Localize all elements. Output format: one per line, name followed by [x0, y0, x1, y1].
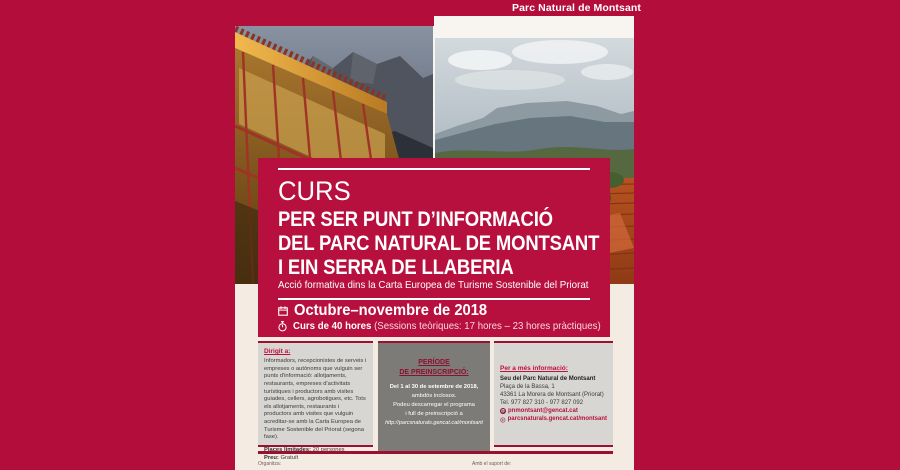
- course-title-block: [258, 158, 610, 337]
- globe-icon: [500, 417, 506, 423]
- enrollment-download-1: Podeu descarregar el programa: [393, 402, 475, 409]
- at-sign-icon: @: [500, 408, 506, 414]
- poster-top-strip: [434, 16, 634, 38]
- contact-email[interactable]: pnmontsant@gencat.cat: [508, 408, 578, 415]
- organizer-label: Organitza:: [258, 461, 282, 467]
- course-subtitle: Acció formativa dins la Carta Europea de Turisme Sostenible del Priorat: [278, 279, 589, 291]
- contact-heading: Per a més informació:: [500, 365, 568, 372]
- calendar-icon: [278, 306, 288, 316]
- course-kicker: CURS: [278, 176, 351, 206]
- course-duration-row: [278, 320, 627, 332]
- enrollment-heading-line-1: PERÍODE: [418, 359, 450, 366]
- course-title-line-3: I EIN SERRA DE LLABERIA: [278, 256, 514, 279]
- enrollment-heading: [382, 358, 486, 378]
- enrollment-download-2: i full de preinscripció a: [405, 411, 463, 418]
- park-name-banner: Parc Natural de Montsant: [512, 2, 642, 14]
- course-title-line-1: PER SER PUNT D’INFORMACIÓ: [278, 208, 553, 231]
- course-dates: Octubre–novembre de 2018: [294, 302, 488, 319]
- enrollment-dates: Del 1 al 30 de setembre de 2018,: [389, 384, 479, 391]
- price-value: Gratuït: [280, 455, 299, 462]
- contact-website[interactable]: parcsnaturals.gencat.cat/montsant: [507, 416, 607, 423]
- price-label: Preu:: [264, 455, 279, 462]
- course-duration: [293, 320, 601, 332]
- stopwatch-icon: [278, 321, 287, 332]
- course-duration-hours: Curs de 40 hores: [293, 320, 372, 332]
- support-label: Amb el suport de:: [472, 461, 512, 467]
- audience-heading: Dirigit a:: [264, 348, 291, 355]
- contact-column: [494, 341, 613, 447]
- enrollment-heading-line-2: DE PREINSCRIPCIÓ:: [399, 369, 469, 377]
- course-dates-row: [278, 302, 504, 320]
- contact-phone: Tel. 977 827 310 - 977 827 092: [500, 400, 584, 407]
- audience-column: [258, 341, 373, 462]
- course-duration-detail: (Sessions teòriques: 17 hores – 23 hores pràctiques): [374, 320, 601, 332]
- audience-body: Informadors, recepcionistes de serveis i empreses o autònoms que vulguin ser punts d'informació: allotjaments, restaurants, empreses d'activitats turístiques i productors amb visites guiades, cellers, agrobotigues, etc. Tots els allotjaments, restaurants i productors amb visites que vulguin acreditar-se amb la Carta Europea de Turisme Sostenible del Priorat (segona fase).: [264, 358, 367, 441]
- enrollment-url[interactable]: http://parcsnaturals.gencat.cat/montsant: [385, 420, 483, 427]
- enrollment-column: [378, 341, 490, 452]
- contact-website-line[interactable]: [500, 415, 607, 423]
- course-title: [278, 208, 599, 280]
- contact-address-1: Plaça de la Bassa, 1: [500, 384, 555, 391]
- contact-address-2: 43361 La Morera de Montsant (Priorat): [500, 392, 604, 399]
- contact-org: Seu del Parc Natural de Montsant: [500, 376, 596, 382]
- bottom-rule: [258, 451, 613, 454]
- top-divider-line: [278, 168, 590, 170]
- mid-divider-line: [278, 298, 590, 300]
- contact-email-line[interactable]: [500, 407, 607, 415]
- enrollment-dates-note: ambdós inclosos.: [411, 393, 457, 400]
- course-title-line-2: DEL PARC NATURAL DE MONTSANT: [278, 232, 600, 255]
